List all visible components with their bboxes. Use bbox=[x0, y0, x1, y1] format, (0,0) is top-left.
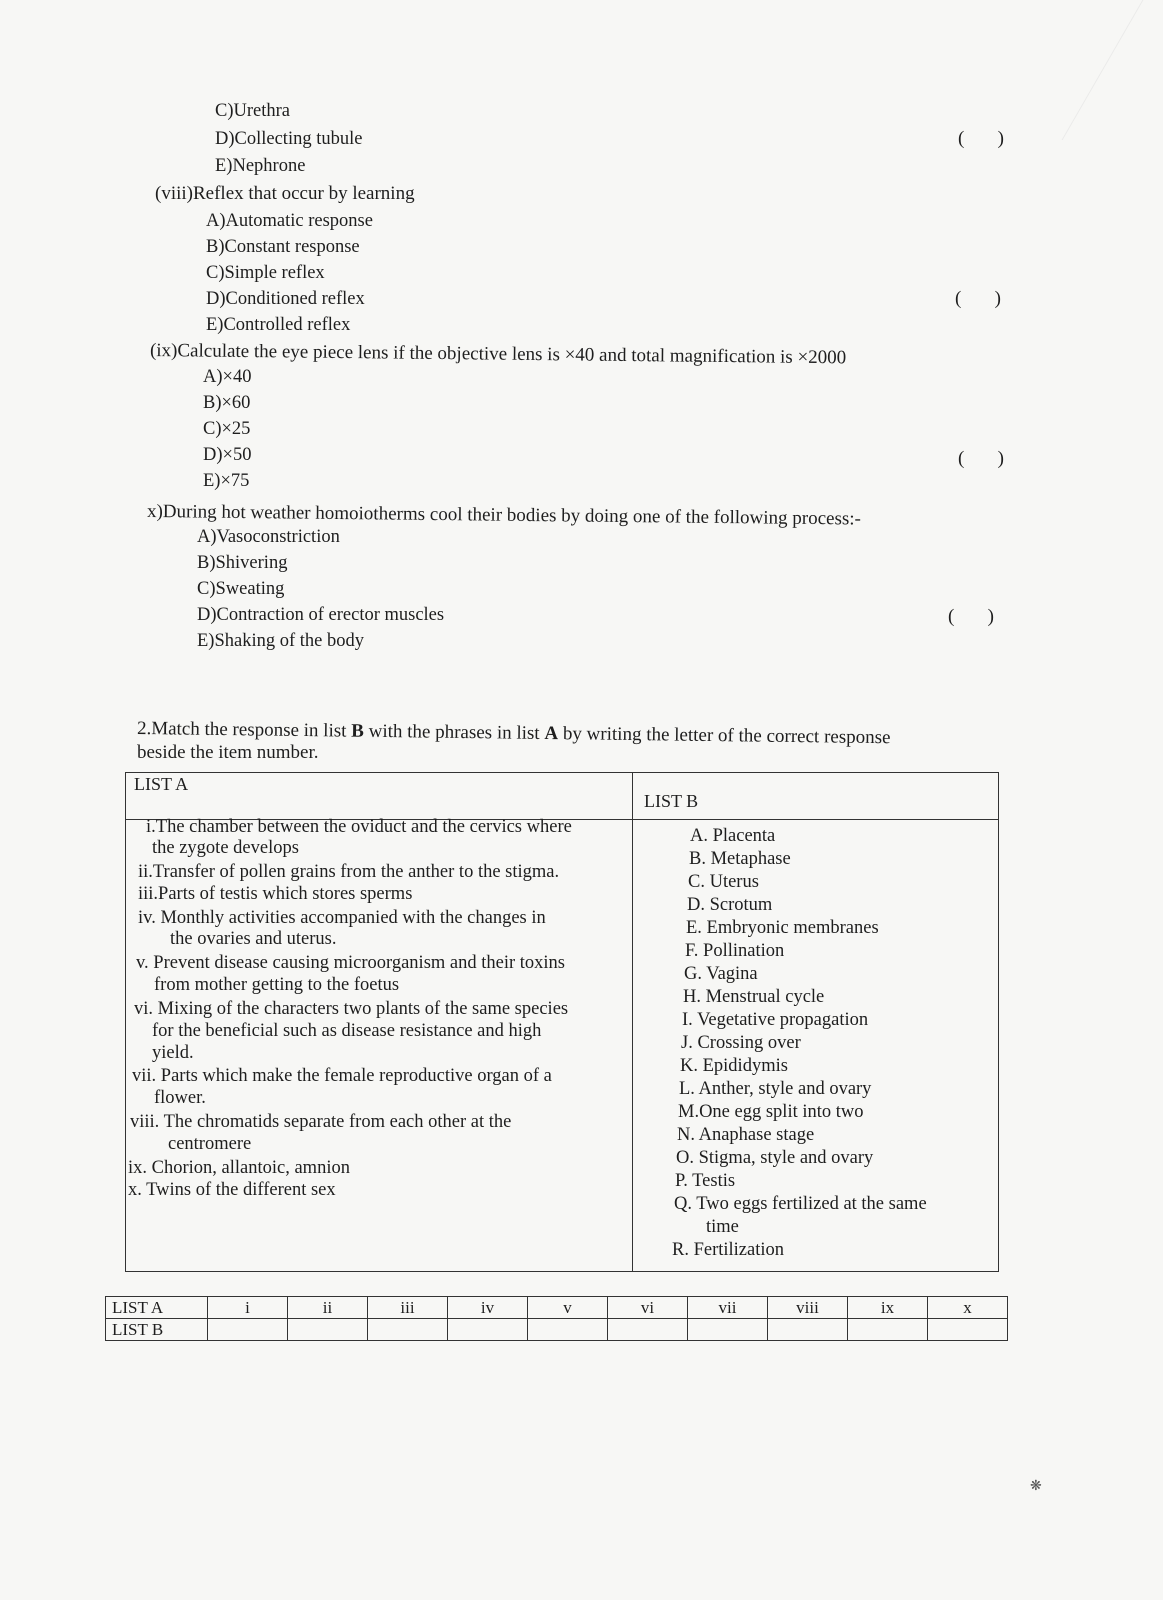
list-b-item: time bbox=[706, 1217, 739, 1237]
answer-grid-col: x bbox=[928, 1297, 1008, 1319]
list-b-item: N. Anaphase stage bbox=[677, 1125, 815, 1145]
list-b-item: D. Scrotum bbox=[687, 895, 773, 915]
matching-table bbox=[125, 772, 999, 1272]
q10-answer-box[interactable]: ( ) bbox=[948, 606, 994, 627]
answer-grid-col: ii bbox=[288, 1297, 368, 1319]
list-a-line: the zygote develops bbox=[152, 838, 299, 858]
answer-grid-list-a-label: LIST A bbox=[106, 1297, 208, 1319]
list-a-line: flower. bbox=[154, 1088, 206, 1108]
list-a-line: vi. Mixing of the characters two plants of the same species bbox=[134, 999, 569, 1019]
section2-instruction-line2: beside the item number. bbox=[137, 742, 319, 763]
answer-cell[interactable] bbox=[208, 1319, 288, 1341]
list-b-item: A. Placenta bbox=[690, 826, 776, 846]
q7-option-e: E)Nephrone bbox=[215, 156, 306, 176]
q8-option-e: E)Controlled reflex bbox=[206, 315, 351, 335]
answer-cell[interactable] bbox=[688, 1319, 768, 1341]
q9-option-e: E)×75 bbox=[203, 471, 250, 491]
answer-grid-col: iii bbox=[368, 1297, 448, 1319]
list-a-line: ii.Transfer of pollen grains from the anther to the stigma. bbox=[138, 862, 560, 882]
list-a-line: iv. Monthly activities accompanied with the changes in bbox=[138, 908, 546, 928]
list-b-item: O. Stigma, style and ovary bbox=[676, 1148, 874, 1168]
list-a-line: i.The chamber between the oviduct and the cervics where bbox=[146, 817, 572, 837]
answer-grid-col: vii bbox=[688, 1297, 768, 1319]
q9-option-b: B)×60 bbox=[203, 393, 251, 413]
answer-grid-list-b-label: LIST B bbox=[106, 1319, 208, 1341]
list-b-item: E. Embryonic membranes bbox=[686, 918, 879, 938]
q8-question: (viii)Reflex that occur by learning bbox=[155, 183, 415, 204]
answer-cell[interactable] bbox=[848, 1319, 928, 1341]
list-b-item: C. Uterus bbox=[688, 872, 759, 892]
list-b-item: P. Testis bbox=[675, 1171, 736, 1191]
q10-option-d: D)Contraction of erector muscles bbox=[197, 605, 445, 625]
answer-grid-answer-row bbox=[106, 1319, 1008, 1341]
list-a-line: vii. Parts which make the female reproductive organ of a bbox=[132, 1066, 552, 1086]
list-a-line: x. Twins of the different sex bbox=[128, 1180, 336, 1200]
list-b-item: H. Menstrual cycle bbox=[683, 987, 825, 1007]
q9-question: (ix)Calculate the eye piece lens if the objective lens is ×40 and total magnification is ×2000 bbox=[149, 340, 847, 369]
list-a-line: the ovaries and uterus. bbox=[170, 929, 337, 949]
list-b-item: L. Anther, style and ovary bbox=[679, 1079, 872, 1099]
answer-grid-col: vi bbox=[608, 1297, 688, 1319]
q9-option-a: A)×40 bbox=[203, 367, 252, 387]
list-a-line: centromere bbox=[168, 1134, 252, 1154]
answer-grid-col: i bbox=[208, 1297, 288, 1319]
q10-question: x)During hot weather homoiotherms cool their bodies by doing one of the following process:- bbox=[146, 501, 862, 530]
list-a-header: LIST A bbox=[134, 774, 189, 794]
q8-option-a: A)Automatic response bbox=[206, 211, 373, 231]
list-a-line: from mother getting to the foetus bbox=[154, 975, 400, 995]
scan-fold-mark bbox=[1062, 0, 1163, 140]
list-b-item: K. Epididymis bbox=[680, 1056, 788, 1076]
answer-grid bbox=[105, 1296, 1008, 1341]
answer-cell[interactable] bbox=[288, 1319, 368, 1341]
q7-answer-box[interactable]: ( ) bbox=[958, 128, 1004, 149]
list-a-line: v. Prevent disease causing microorganism and their toxins bbox=[136, 953, 566, 973]
list-b-item: B. Metaphase bbox=[689, 849, 791, 869]
q9-option-c: C)×25 bbox=[203, 419, 251, 439]
list-b-item: M.One egg split into two bbox=[678, 1102, 864, 1122]
q9-option-d: D)×50 bbox=[203, 445, 252, 465]
answer-grid-col: v bbox=[528, 1297, 608, 1319]
q8-option-c: C)Simple reflex bbox=[206, 263, 325, 283]
list-a-line: viii. The chromatids separate from each other at the bbox=[130, 1112, 512, 1132]
q8-option-b: B)Constant response bbox=[206, 237, 360, 257]
answer-cell[interactable] bbox=[368, 1319, 448, 1341]
column-divider bbox=[632, 773, 633, 1271]
q9-answer-box[interactable]: ( ) bbox=[958, 448, 1004, 469]
list-b-item: F. Pollination bbox=[685, 941, 785, 961]
list-b-item: G. Vagina bbox=[684, 964, 758, 984]
q10-option-a: A)Vasoconstriction bbox=[197, 527, 340, 547]
answer-cell[interactable] bbox=[448, 1319, 528, 1341]
answer-grid-col: iv bbox=[448, 1297, 528, 1319]
q8-option-d: D)Conditioned reflex bbox=[206, 289, 365, 309]
list-b-header: LIST B bbox=[644, 791, 699, 811]
q7-option-c: C)Urethra bbox=[215, 101, 290, 121]
section2-instruction: 2.Match the response in list B with the phrases in list A by writing the letter of the correct response bbox=[136, 718, 891, 749]
answer-grid-col: viii bbox=[768, 1297, 848, 1319]
list-b-item: J. Crossing over bbox=[681, 1033, 801, 1053]
q10-option-b: B)Shivering bbox=[197, 553, 288, 573]
q8-answer-box[interactable]: ( ) bbox=[955, 288, 1001, 309]
answer-grid-header-row bbox=[106, 1297, 1008, 1319]
q10-option-c: C)Sweating bbox=[197, 579, 285, 599]
answer-cell[interactable] bbox=[608, 1319, 688, 1341]
list-a-line: iii.Parts of testis which stores sperms bbox=[138, 884, 413, 904]
q10-option-e: E)Shaking of the body bbox=[197, 631, 364, 651]
list-b-item: Q. Two eggs fertilized at the same bbox=[674, 1194, 927, 1214]
list-b-item: R. Fertilization bbox=[672, 1240, 785, 1260]
q7-option-d: D)Collecting tubule bbox=[215, 129, 363, 149]
scan-speck: ❋ bbox=[1030, 1479, 1042, 1494]
list-a-line: for the beneficial such as disease resistance and high bbox=[152, 1021, 542, 1041]
list-a-line: ix. Chorion, allantoic, amnion bbox=[128, 1158, 350, 1178]
answer-cell[interactable] bbox=[928, 1319, 1008, 1341]
answer-cell[interactable] bbox=[768, 1319, 848, 1341]
list-b-item: I. Vegetative propagation bbox=[682, 1010, 869, 1030]
answer-cell[interactable] bbox=[528, 1319, 608, 1341]
list-a-line: yield. bbox=[152, 1043, 194, 1063]
answer-grid-col: ix bbox=[848, 1297, 928, 1319]
